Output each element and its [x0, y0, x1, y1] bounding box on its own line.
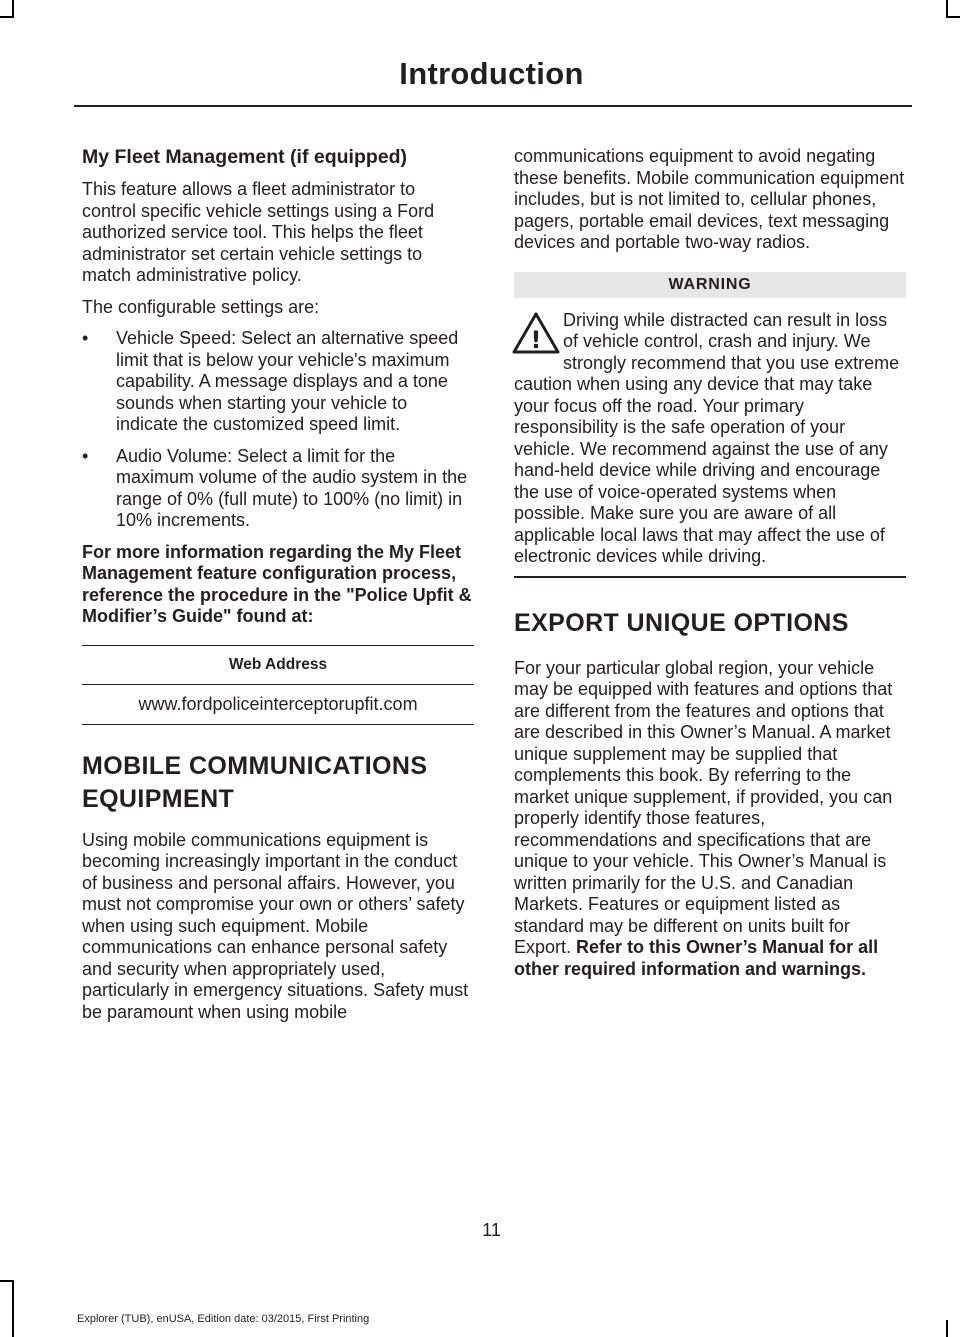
more-info-text: For more information regarding the My Fleet Management feature configuration process, reference the procedure in the "Police Upfit & Modifier’s Guide" found at: [82, 541, 472, 626]
settings-list [82, 328, 474, 532]
settings-intro: The configurable settings are: [82, 296, 320, 317]
fleet-heading: My Fleet Management (if equipped) [82, 146, 408, 168]
warning-triangle-icon [511, 310, 561, 356]
crop-mark [946, 16, 960, 18]
fleet-intro: This feature allows a fleet administrator to control specific vehicle settings using a Ford authorized service tool. This helps the fleet administrator set certain vehicle settings to match administrative policy. [82, 179, 435, 285]
web-address-table [82, 645, 474, 725]
warning-body [514, 310, 906, 568]
warning-text: Driving while distracted can result in loss of vehicle control, crash and injury. We strongly recommend that you use extreme caution when using any device that may take your focus off the road. Your primary responsibility is the safe operation of your vehicle. We recommend against the use of any hand-held device while driving and encourage the use of voice-operated systems when possible. Make sure you are aware of all applicable local laws that may affect the use of electronic devices while driving. [514, 309, 900, 566]
web-address-link[interactable]: www.fordpoliceinterceptorupfit.com [82, 684, 474, 724]
warning-rule [514, 576, 906, 578]
export-bold: Refer to this Owner’s Manual for all other required information and warnings. [514, 937, 879, 979]
table-header: Web Address [82, 645, 474, 684]
mobile-heading-line-1: MOBILE COMMUNICATIONS [82, 751, 428, 780]
mobile-text: Using mobile communications equipment is becoming increasingly important in the conduct of business and personal affairs. However, you must not compromise your own or others’ safety when using such equipment. Mobile communications can enhance personal safety and security when appropriately used, particularly in emergency situations. Safety must be paramount when using mobile [82, 829, 469, 1022]
export-body: For your particular global region, your vehicle may be equipped with features and options that are different from the features and options that are described in this Owner’s Manual. A market unique supplement may be supplied that complements this book. By referring to the market unique supplement, if provided, you can properly identify those features, recommendations and specifications that are unique to your vehicle. This Owner’s Manual is written primarily for the U.S. and Canadian Markets. Features or equipment listed as standard may be different on units built for Export. [514, 657, 893, 957]
mobile-heading-line-2: EQUIPMENT [82, 784, 235, 813]
header-rule [74, 105, 912, 107]
bullet: • [82, 445, 89, 466]
warning-glyph: ! [530, 325, 542, 354]
warning-banner: WARNING [514, 272, 906, 298]
continued-text: communications equipment to avoid negating these benefits. Mobile communication equipment includes, but is not limited to, cellular phones, pagers, portable email devices, text messaging devices and portable two-way radios. [514, 146, 905, 252]
crop-mark [12, 1280, 14, 1337]
list-item [82, 328, 474, 436]
page-header-title: Introduction [399, 56, 584, 91]
export-text [514, 658, 906, 981]
crop-mark [0, 1280, 14, 1282]
right-column [514, 146, 906, 980]
bullet: • [82, 328, 89, 348]
page-footer: Explorer (TUB), enUSA, Edition date: 03/2015, First Printing [77, 1313, 370, 1325]
crop-mark [946, 1320, 948, 1337]
export-heading: EXPORT UNIQUE OPTIONS [514, 608, 849, 637]
list-item-text: Audio Volume: Select a limit for the maximum volume of the audio system in the range of 0% (full mute) to 100% (no limit) in 10% increments. [116, 445, 468, 530]
list-item [82, 446, 474, 532]
left-column [82, 146, 474, 1023]
page-number: 11 [482, 1220, 501, 1240]
crop-mark [0, 16, 14, 18]
list-item-text: Vehicle Speed: Select an alternative speed limit that is below your vehicle's maximum capability. A message displays and a tone sounds when starting your vehicle to indicate the customized speed limit. [116, 328, 459, 434]
